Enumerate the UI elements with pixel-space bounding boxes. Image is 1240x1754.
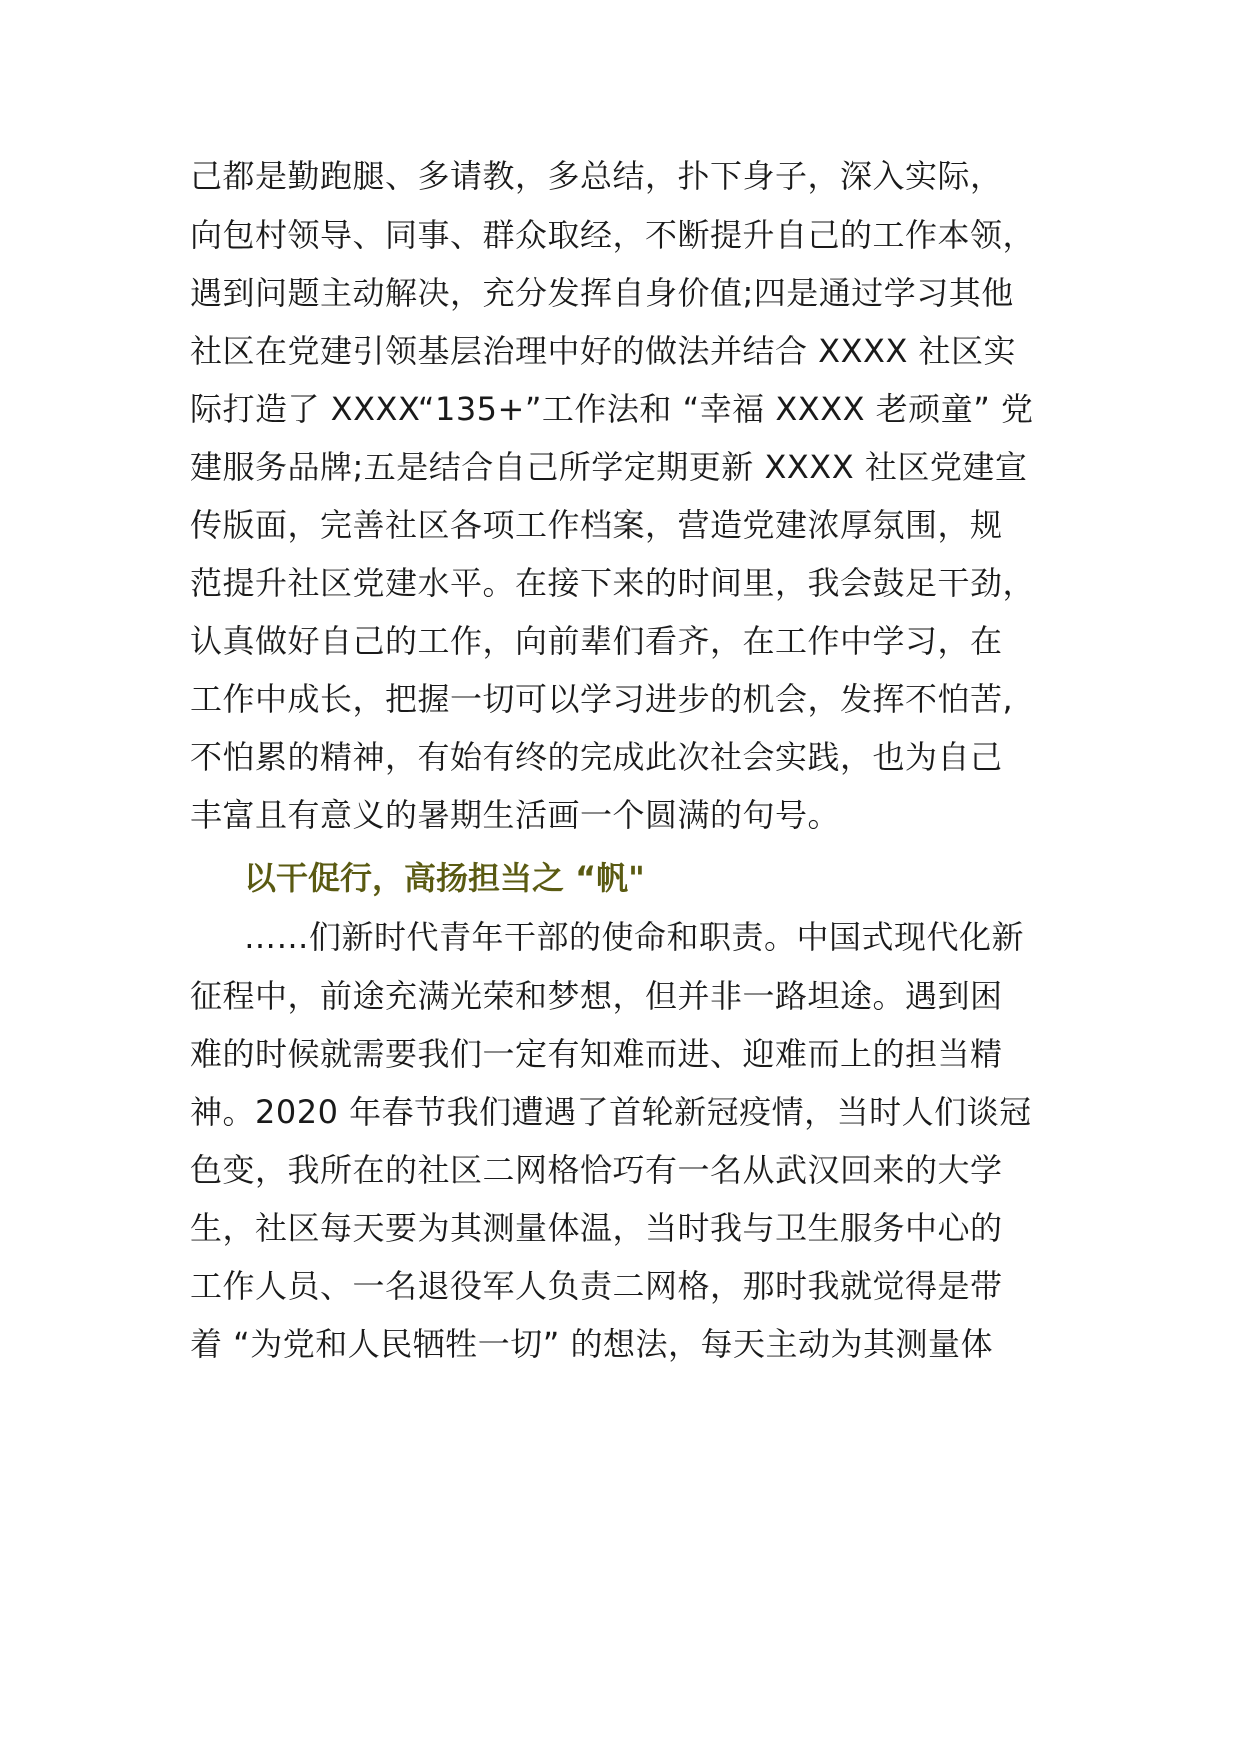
paragraph-line: 认真做好自己的工作，向前辈们看齐，在工作中学习，在: [190, 622, 1003, 660]
paragraph-line: 着 “为党和人民牺牲一切” 的想法，每天主动为其测量体: [190, 1325, 994, 1363]
paragraph-line: 社区在党建引领基层治理中好的做法并结合 XXXX 社区实: [190, 332, 1017, 370]
paragraph-line: 己都是勤跑腿、多请教，多总结，扑下身子，深入实际，: [190, 157, 1003, 195]
paragraph-line: 不怕累的精神，有始有终的完成此次社会实践，也为自己: [190, 738, 1003, 776]
paragraph-line: 神。2020 年春节我们遭遇了首轮新冠疫情，当时人们谈冠: [190, 1093, 1032, 1131]
paragraph-line: 工作中成长，把握一切可以学习进步的机会，发挥不怕苦,: [190, 680, 1014, 718]
paragraph-line: 范提升社区党建水平。在接下来的时间里，我会鼓足干劲，: [190, 564, 1036, 602]
paragraph-line: 难的时候就需要我们一定有知难而进、迎难而上的担当精: [190, 1035, 1003, 1073]
paragraph-line: 征程中，前途充满光荣和梦想，但并非一路坦途。遇到困: [190, 977, 1003, 1015]
paragraph-line: 建服务品牌;五是结合自己所学定期更新 XXXX 社区党建宣: [190, 448, 1028, 486]
paragraph-line: 遇到问题主动解决，充分发挥自身价值;四是通过学习其他: [190, 274, 1014, 312]
paragraph-line: 向包村领导、同事、群众取经，不断提升自己的工作本领，: [190, 216, 1036, 254]
paragraph-line: 际打造了 XXXX“135+”工作法和 “幸福 XXXX 老顽童” 党: [190, 390, 1034, 428]
paragraph-line: 传版面，完善社区各项工作档案，营造党建浓厚氛围，规: [190, 506, 1003, 544]
paragraph-line: 生，社区每天要为其测量体温，当时我与卫生服务中心的: [190, 1209, 1003, 1247]
paragraph-line: ……们新时代青年干部的使命和职责。中国式现代化新: [244, 918, 1025, 956]
paragraph-line: 丰富且有意义的暑期生活画一个圆满的句号。: [190, 796, 841, 834]
paragraph-line: 色变，我所在的社区二网格恰巧有一名从武汉回来的大学: [190, 1151, 1003, 1189]
paragraph-line: 工作人员、一名退役军人负责二网格，那时我就觉得是带: [190, 1267, 1003, 1305]
section-heading: 以干促行，高扬担当之 “帆": [244, 859, 645, 897]
